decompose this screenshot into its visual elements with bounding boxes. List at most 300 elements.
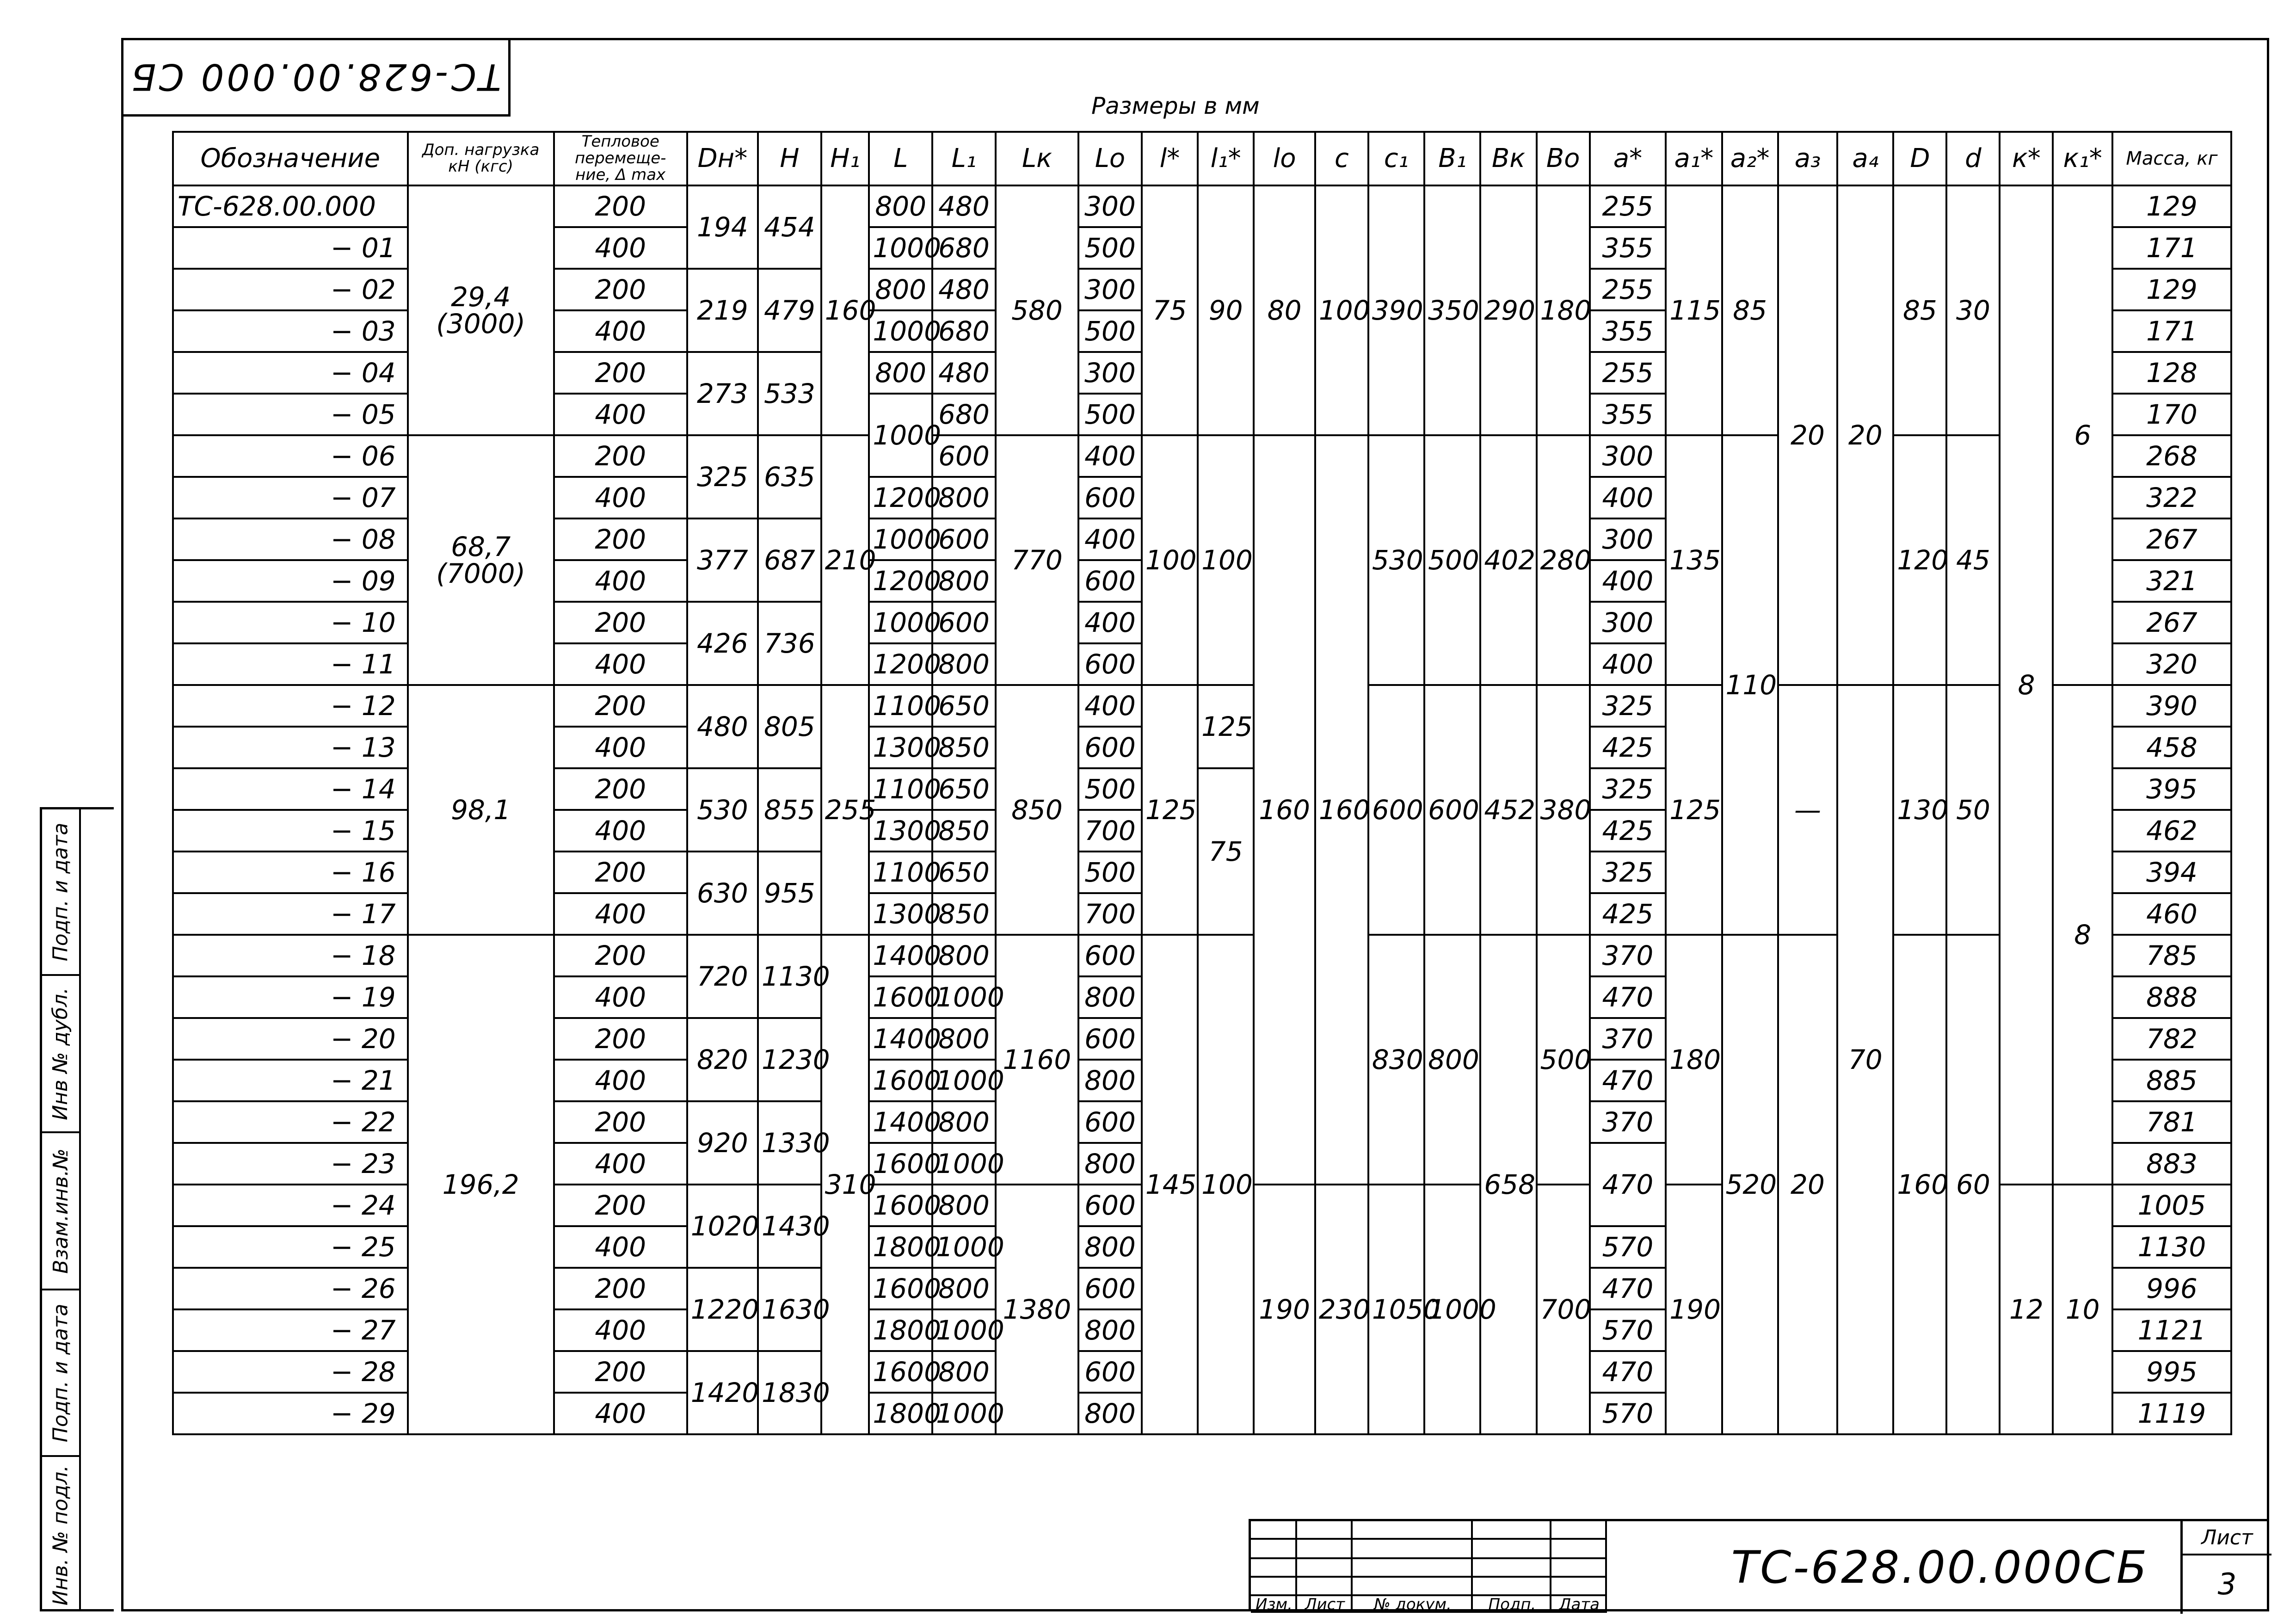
merged-cell: 600 (1424, 685, 1480, 935)
value-cell: 400 (554, 727, 687, 768)
value-cell: 400 (554, 810, 687, 852)
value-cell: 570 (1590, 1393, 1666, 1434)
tb-label: Подп. (1488, 1595, 1536, 1614)
value-cell: 300 (1078, 185, 1142, 227)
value-cell: 850 (932, 727, 996, 768)
value-cell: 883 (2112, 1143, 2231, 1185)
value-cell: 322 (2112, 477, 2231, 518)
value-cell: 570 (1590, 1226, 1666, 1268)
value-cell: 1000 (932, 1226, 996, 1268)
value-cell: 171 (2112, 310, 2231, 352)
value-cell: 500 (1078, 227, 1142, 269)
merged-cell: 736 (758, 602, 821, 685)
value-cell: 300 (1590, 518, 1666, 560)
side-stamp (40, 807, 114, 1611)
value-cell: 460 (2112, 893, 2231, 935)
value-cell: 700 (1078, 893, 1142, 935)
value-cell: 500 (1078, 768, 1142, 810)
value-cell: 1400 (869, 1018, 932, 1060)
value-cell: 400 (1078, 685, 1142, 727)
designation-cell: − 20 (173, 1018, 408, 1060)
value-cell: 355 (1590, 394, 1666, 435)
value-cell: 600 (1078, 560, 1142, 602)
merged-cell: 190 (1254, 1185, 1315, 1434)
designation-cell: − 24 (173, 1185, 408, 1226)
tb-label: № докум. (1374, 1595, 1452, 1614)
value-cell: 800 (932, 560, 996, 602)
value-cell: 600 (1078, 935, 1142, 976)
side-label: Подп. и дата (42, 809, 79, 976)
dimensions-caption: Размеры в мм (1091, 93, 1260, 119)
merged-cell: 194 (687, 185, 758, 269)
value-cell: 600 (1078, 1351, 1142, 1393)
value-cell: 800 (1078, 1060, 1142, 1101)
designation-cell: − 03 (173, 310, 408, 352)
value-cell: 650 (932, 768, 996, 810)
value-cell: 850 (932, 810, 996, 852)
value-cell: 600 (932, 602, 996, 643)
merged-cell: 1430 (758, 1185, 821, 1268)
merged-cell: 530 (1368, 435, 1424, 685)
value-cell: 600 (932, 435, 996, 477)
value-cell: 500 (1078, 852, 1142, 893)
merged-cell: 75 (1198, 768, 1254, 935)
value-cell: 267 (2112, 518, 2231, 560)
col-header: H (758, 132, 821, 185)
value-cell: 1300 (869, 810, 932, 852)
merged-cell: 580 (996, 185, 1078, 435)
value-cell: 325 (1590, 768, 1666, 810)
value-cell: 300 (1078, 269, 1142, 310)
table-row (173, 435, 2231, 477)
merged-cell: 145 (1142, 935, 1198, 1434)
merged-cell: 20 (1778, 185, 1837, 685)
merged-cell: 1630 (758, 1268, 821, 1351)
designation-cell: − 13 (173, 727, 408, 768)
value-cell: 785 (2112, 935, 2231, 976)
value-cell: 400 (554, 227, 687, 269)
col-header: Доп. нагрузка кН (кгс) (408, 132, 554, 185)
merged-cell: 180 (1537, 185, 1590, 435)
value-cell: 128 (2112, 352, 2231, 394)
value-cell: 885 (2112, 1060, 2231, 1101)
value-cell: 200 (554, 518, 687, 560)
col-header: B₁ (1424, 132, 1480, 185)
designation-cell: − 02 (173, 269, 408, 310)
value-cell: 800 (932, 1018, 996, 1060)
value-cell: 600 (1078, 1268, 1142, 1309)
col-header: a₁* (1666, 132, 1722, 185)
value-cell: 1800 (869, 1393, 932, 1434)
merged-cell: 6 (2053, 185, 2112, 685)
value-cell: 1200 (869, 477, 932, 518)
value-cell: 800 (1078, 1309, 1142, 1351)
merged-cell: 520 (1722, 935, 1778, 1434)
value-cell: 1000 (932, 1060, 996, 1101)
merged-cell: 290 (1480, 185, 1536, 435)
value-cell: 996 (2112, 1268, 2231, 1309)
col-header: L₁ (932, 132, 996, 185)
merged-cell: 1830 (758, 1351, 821, 1434)
merged-cell: 470 (1590, 1143, 1666, 1226)
merged-cell: 855 (758, 768, 821, 852)
value-cell: 200 (554, 1351, 687, 1393)
value-cell: 888 (2112, 976, 2231, 1018)
value-cell: 1600 (869, 1143, 932, 1185)
value-cell: 650 (932, 685, 996, 727)
designation-cell: ТС-628.00.000 (173, 185, 408, 227)
merged-cell: 90 (1198, 185, 1254, 435)
value-cell: 400 (554, 394, 687, 435)
value-cell: 800 (932, 935, 996, 976)
designation-cell: − 08 (173, 518, 408, 560)
merged-cell: 160 (1315, 435, 1368, 1185)
value-cell: 470 (1590, 1268, 1666, 1309)
value-cell: 1200 (869, 643, 932, 685)
merged-cell: 402 (1480, 435, 1536, 685)
merged-cell: 75 (1142, 185, 1198, 435)
value-cell: 200 (554, 435, 687, 477)
col-header: Bк (1480, 132, 1536, 185)
value-cell: 200 (554, 602, 687, 643)
value-cell: 255 (1590, 185, 1666, 227)
value-cell: 1400 (869, 935, 932, 976)
merged-cell: 1220 (687, 1268, 758, 1351)
designation-cell: − 14 (173, 768, 408, 810)
col-header: a* (1590, 132, 1666, 185)
designation-cell: − 21 (173, 1060, 408, 1101)
col-header: a₄ (1837, 132, 1893, 185)
value-cell: 1600 (869, 976, 932, 1018)
value-cell: 680 (932, 227, 996, 269)
merged-cell: 1000 (1424, 1185, 1480, 1434)
value-cell: 255 (1590, 352, 1666, 394)
value-cell: 782 (2112, 1018, 2231, 1060)
value-cell: 200 (554, 685, 687, 727)
col-header: l* (1142, 132, 1198, 185)
value-cell: 1800 (869, 1226, 932, 1268)
designation-cell: − 16 (173, 852, 408, 893)
value-cell: 400 (554, 1143, 687, 1185)
col-header: Dн* (687, 132, 758, 185)
merged-cell: 100 (1198, 435, 1254, 685)
value-cell: 800 (1078, 1226, 1142, 1268)
value-cell: 129 (2112, 185, 2231, 227)
col-header: Bо (1537, 132, 1590, 185)
value-cell: 800 (932, 1185, 996, 1226)
top-stamp (121, 38, 511, 117)
col-header: к₁* (2053, 132, 2112, 185)
designation-cell: − 04 (173, 352, 408, 394)
tb-label: Изм. (1256, 1595, 1293, 1614)
designation-cell: − 06 (173, 435, 408, 477)
value-cell: 781 (2112, 1101, 2231, 1143)
value-cell: 800 (1078, 1393, 1142, 1434)
title-block (1249, 1519, 2269, 1614)
value-cell: 425 (1590, 810, 1666, 852)
value-cell: 400 (1590, 643, 1666, 685)
side-label: Взам.инв.№ (42, 1133, 79, 1290)
value-cell: 370 (1590, 1101, 1666, 1143)
merged-cell: 190 (1666, 1185, 1722, 1434)
value-cell: 570 (1590, 1309, 1666, 1351)
table-row (173, 685, 2231, 727)
value-cell: 800 (1078, 976, 1142, 1018)
value-cell: 300 (1590, 602, 1666, 643)
value-cell: 171 (2112, 227, 2231, 269)
value-cell: 255 (1590, 269, 1666, 310)
designation-cell: − 23 (173, 1143, 408, 1185)
value-cell: 470 (1590, 1060, 1666, 1101)
value-cell: 1000 (932, 1309, 996, 1351)
value-cell: 800 (932, 643, 996, 685)
merged-cell: 100 (1315, 185, 1368, 435)
value-cell: 1000 (932, 1143, 996, 1185)
value-cell: 300 (1590, 435, 1666, 477)
designation-cell: − 09 (173, 560, 408, 602)
merged-cell: 600 (1368, 685, 1424, 935)
value-cell: 1000 (869, 602, 932, 643)
merged-cell: 20 (1778, 935, 1837, 1434)
value-cell: 500 (1078, 394, 1142, 435)
merged-cell: 20 (1837, 185, 1893, 685)
merged-cell: 60 (1946, 935, 2000, 1434)
merged-cell: 85 (1893, 185, 1946, 435)
value-cell: 1300 (869, 893, 932, 935)
value-cell: 1600 (869, 1060, 932, 1101)
table-row (173, 935, 2231, 976)
value-cell: 425 (1590, 727, 1666, 768)
value-cell: 800 (932, 1268, 996, 1309)
col-header: d (1946, 132, 2000, 185)
document-code: ТС-628.00.000СБ (1731, 1542, 2149, 1593)
value-cell: 600 (1078, 643, 1142, 685)
value-cell: 370 (1590, 935, 1666, 976)
designation-cell: − 18 (173, 935, 408, 976)
value-cell: 400 (1078, 435, 1142, 477)
col-header: Тепловое перемеще-ние, Δ max (554, 132, 687, 185)
merged-cell: 1000 (869, 394, 932, 477)
merged-cell: 530 (687, 768, 758, 852)
merged-cell: 770 (996, 435, 1078, 685)
value-cell: 320 (2112, 643, 2231, 685)
merged-cell: 98,1 (408, 685, 554, 935)
value-cell: 400 (1590, 477, 1666, 518)
value-cell: 200 (554, 935, 687, 976)
value-cell: 267 (2112, 602, 2231, 643)
merged-cell: — (1778, 685, 1837, 935)
value-cell: 400 (554, 1226, 687, 1268)
value-cell: 680 (932, 394, 996, 435)
merged-cell: 310 (821, 935, 869, 1434)
merged-cell: 29,4 (3000) (408, 185, 554, 435)
merged-cell: 800 (1424, 935, 1480, 1185)
merged-cell: 630 (687, 852, 758, 935)
value-cell: 470 (1590, 976, 1666, 1018)
designation-cell: − 28 (173, 1351, 408, 1393)
value-cell: 800 (869, 352, 932, 394)
merged-cell: 955 (758, 852, 821, 935)
value-cell: 200 (554, 269, 687, 310)
col-header: D (1893, 132, 1946, 185)
merged-cell: 920 (687, 1101, 758, 1185)
header-row (173, 132, 2231, 185)
value-cell: 200 (554, 352, 687, 394)
value-cell: 400 (554, 976, 687, 1018)
top-stamp-code: ТС-628.00.000 СБ (128, 55, 501, 97)
value-cell: 1400 (869, 1101, 932, 1143)
value-cell: 400 (1078, 518, 1142, 560)
value-cell: 325 (1590, 685, 1666, 727)
tb-label: Дата (1558, 1595, 1600, 1614)
value-cell: 400 (554, 643, 687, 685)
value-cell: 1000 (932, 976, 996, 1018)
merged-cell: 80 (1254, 185, 1315, 435)
merged-cell: 500 (1537, 935, 1590, 1185)
value-cell: 400 (554, 560, 687, 602)
sheet-box (2180, 1521, 2271, 1614)
value-cell: 850 (932, 893, 996, 935)
col-header: c₁ (1368, 132, 1424, 185)
merged-cell: 480 (687, 685, 758, 768)
value-cell: 1121 (2112, 1309, 2231, 1351)
value-cell: 1600 (869, 1185, 932, 1226)
value-cell: 400 (554, 1060, 687, 1101)
value-cell: 1000 (869, 227, 932, 269)
merged-cell: 30 (1946, 185, 2000, 435)
value-cell: 500 (1078, 310, 1142, 352)
merged-cell: 1230 (758, 1018, 821, 1101)
value-cell: 1800 (869, 1309, 932, 1351)
merged-cell: 100 (1198, 935, 1254, 1434)
value-cell: 400 (554, 1309, 687, 1351)
col-header: L (869, 132, 932, 185)
designation-cell: − 11 (173, 643, 408, 685)
merged-cell: 50 (1946, 685, 2000, 935)
merged-cell: 68,7 (7000) (408, 435, 554, 685)
merged-cell: 830 (1368, 935, 1424, 1185)
merged-cell: 500 (1424, 435, 1480, 685)
merged-cell: 390 (1368, 185, 1424, 435)
value-cell: 200 (554, 185, 687, 227)
value-cell: 355 (1590, 310, 1666, 352)
merged-cell: 1380 (996, 1185, 1078, 1434)
dimensions-table (172, 131, 2232, 1435)
designation-cell: − 17 (173, 893, 408, 935)
merged-cell: 180 (1666, 935, 1722, 1185)
merged-cell: 700 (1537, 1185, 1590, 1434)
value-cell: 1100 (869, 768, 932, 810)
merged-cell: 210 (821, 435, 869, 685)
merged-cell: 377 (687, 518, 758, 602)
value-cell: 400 (554, 477, 687, 518)
value-cell: 1005 (2112, 1185, 2231, 1226)
merged-cell: 85 (1722, 185, 1778, 435)
merged-cell: 452 (1480, 685, 1536, 935)
value-cell: 800 (932, 1351, 996, 1393)
sheet-number: 3 (2217, 1567, 2237, 1602)
value-cell: 1119 (2112, 1393, 2231, 1434)
value-cell: 600 (1078, 477, 1142, 518)
designation-cell: − 29 (173, 1393, 408, 1434)
designation-cell: − 26 (173, 1268, 408, 1309)
value-cell: 800 (932, 1101, 996, 1143)
value-cell: 1100 (869, 685, 932, 727)
merged-cell: 230 (1315, 1185, 1368, 1434)
value-cell: 600 (1078, 1018, 1142, 1060)
col-header: к* (2000, 132, 2053, 185)
merged-cell: 8 (2053, 685, 2112, 1185)
merged-cell: 125 (1142, 685, 1198, 935)
col-header: H₁ (821, 132, 869, 185)
merged-cell: 380 (1537, 685, 1590, 935)
designation-cell: − 25 (173, 1226, 408, 1268)
value-cell: 395 (2112, 768, 2231, 810)
value-cell: 321 (2112, 560, 2231, 602)
value-cell: 1000 (869, 518, 932, 560)
col-header: a₂* (1722, 132, 1778, 185)
merged-cell: 273 (687, 352, 758, 435)
value-cell: 1200 (869, 560, 932, 602)
value-cell: 400 (1590, 560, 1666, 602)
designation-cell: − 15 (173, 810, 408, 852)
value-cell: 425 (1590, 893, 1666, 935)
tb-label: Лист (1305, 1595, 1345, 1614)
merged-cell: 120 (1893, 435, 1946, 685)
merged-cell: 100 (1142, 435, 1198, 685)
col-header: l₁* (1198, 132, 1254, 185)
value-cell: 800 (869, 269, 932, 310)
designation-cell: − 12 (173, 685, 408, 727)
merged-cell: 45 (1946, 435, 2000, 685)
merged-cell: 1330 (758, 1101, 821, 1185)
merged-cell: 8 (2000, 185, 2053, 1185)
value-cell: 300 (1078, 352, 1142, 394)
value-cell: 480 (932, 352, 996, 394)
value-cell: 1600 (869, 1351, 932, 1393)
value-cell: 400 (554, 893, 687, 935)
designation-cell: − 05 (173, 394, 408, 435)
value-cell: 1100 (869, 852, 932, 893)
merged-cell: 454 (758, 185, 821, 269)
merged-cell: 160 (1893, 935, 1946, 1434)
value-cell: 325 (1590, 852, 1666, 893)
merged-cell: 219 (687, 269, 758, 352)
col-header: Lо (1078, 132, 1142, 185)
value-cell: 400 (554, 1393, 687, 1434)
merged-cell: 635 (758, 435, 821, 518)
col-header: Обозначение (173, 132, 408, 185)
value-cell: 800 (1078, 1143, 1142, 1185)
merged-cell: 130 (1893, 685, 1946, 935)
value-cell: 800 (869, 185, 932, 227)
table-row (173, 185, 2231, 227)
designation-cell: − 10 (173, 602, 408, 643)
value-cell: 470 (1590, 1351, 1666, 1393)
merged-cell: 125 (1666, 685, 1722, 935)
value-cell: 400 (1078, 602, 1142, 643)
side-label: Подп. и дата (42, 1290, 79, 1457)
side-label: Инв № дубл. (42, 976, 79, 1133)
merged-cell: 687 (758, 518, 821, 602)
col-header: c (1315, 132, 1368, 185)
merged-cell: 533 (758, 352, 821, 435)
value-cell: 390 (2112, 685, 2231, 727)
value-cell: 1130 (2112, 1226, 2231, 1268)
merged-cell: 110 (1722, 435, 1778, 935)
value-cell: 650 (932, 852, 996, 893)
value-cell: 200 (554, 1101, 687, 1143)
